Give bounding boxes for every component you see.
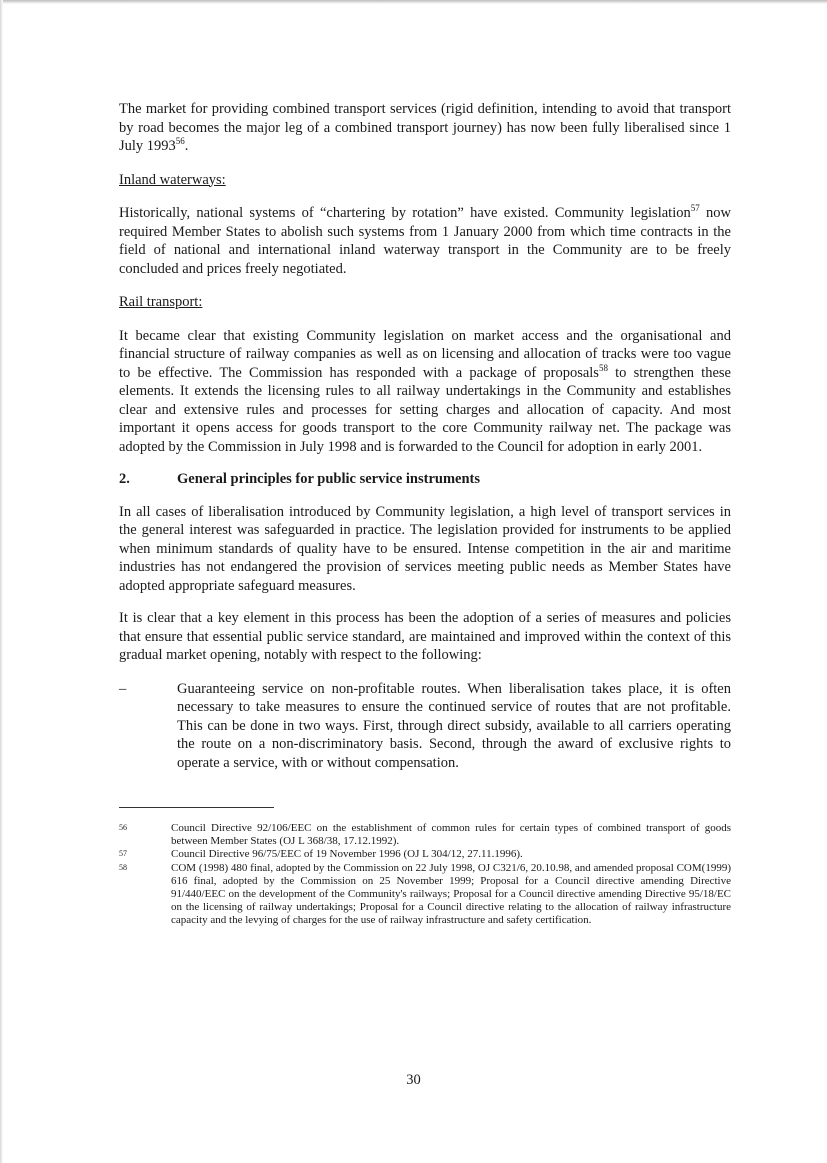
- footnote-divider: [119, 807, 274, 808]
- footnote-text: Council Directive 96/75/EEC of 19 November 1996 (OJ L 304/12, 27.11.1996).: [171, 848, 523, 861]
- section-heading: [119, 470, 731, 489]
- section-title: General principles for public service instruments: [177, 471, 480, 487]
- list-item: [119, 680, 731, 773]
- paragraph-rail-transport: It became clear that existing Community legislation on market access and the organisational and financial structure of railway companies as well as on licensing and allocation of tracks were too vague to be effective. The Commission has responded with a package of proposals$^{58}$ to strengthen these elements. It extends the licensing rules to all railway undertakings in the Community and establishes clear and extensive rules and processes for setting charges and allocation of capacity. And most important it opens access for goods transport to the core Community railway net. The package was adopted by the Commission in July 1998 and is forwarded to the Council for adoption in early 2001.: [119, 327, 731, 455]
- page-number: 30: [406, 1072, 421, 1088]
- scan-edge-left: [0, 0, 3, 1163]
- bullet-text: Guaranteeing service on non-profitable routes. When liberalisation takes place, it is often necessary to take measures to ensure the continued service of routes that are not profitable. This can be done in two ways. First, through direct subsidy, available to all carriers operating the route on a non-discriminatory basis. Second, through the award of exclusive rights to operate a service, with or without compensation.: [177, 680, 731, 771]
- footnote-text: COM (1998) 480 final, adopted by the Commission on 22 July 1998, OJ C321/6, 20.10.98, and amended proposal COM(1999) 616 final, adopted by the Commission on 25 November 1999; Proposal for a Council directive amending Directive 91/440/EEC on the development of the Community's railways; Proposal for a Council directive amending Directive 95/18/EC on the licensing of railway undertakings; Proposal for a Council directive relating to the allocation of railway infrastructure capacity and the levying of charges for the use of railway infrastructure and safety certification.: [171, 861, 731, 927]
- footnote-58: [119, 862, 731, 928]
- footnote-number: 58: [119, 862, 127, 872]
- footnote-text: Council Directive 92/106/EEC on the establishment of common rules for certain types of combined transport of goods between Member States (OJ L 368/38, 17.12.1992).: [171, 822, 731, 848]
- paragraph-key-element: It is clear that a key element in this process has been the adoption of a series of measures and policies that ensure that essential public service standard, are maintained and improved within the context of this gradual market opening, notably with respect to the following:: [119, 610, 731, 663]
- footnote-ref-57[interactable]: 57: [690, 203, 700, 214]
- subheading-inland-waterways: Inland waterways:: [119, 171, 226, 188]
- footnote-ref-56[interactable]: 56: [175, 136, 185, 147]
- subheading-rail-transport: Rail transport:: [119, 294, 203, 310]
- footnote-56: [119, 822, 731, 848]
- document-page: [119, 100, 731, 928]
- bullet-dash: –: [119, 680, 127, 697]
- paragraph-inland-waterways: Historically, national systems of “chartering by rotation” have existed. Community legislation$^{57}$ now required Member States to abolish such systems from 1 January 2000 from which time contracts in the field of national and international inland waterway transport in the Community are to be freely concluded and prices freely negotiated.: [119, 203, 731, 277]
- footnote-number: 57: [119, 849, 127, 859]
- scan-edge-top: [0, 0, 827, 4]
- footnote-number: 56: [119, 823, 127, 832]
- paragraph-combined-transport: The market for providing combined transport services (rigid definition, intending to avoid that transport by road becomes the major leg of a combined transport journey) has now been fully liberalised since 1 July 1993$^{56}$.: [119, 101, 731, 154]
- paragraph-liberalisation: In all cases of liberalisation introduced by Community legislation, a high level of transport services in the general interest was safeguarded in practice. The legislation provided for instruments to be applied when minimum standards of quality have to be ensured. Intense competition in the air and maritime industries has not endangered the provision of services meeting public needs as Member States have adopted appropriate safeguard measures.: [119, 503, 731, 594]
- section-number: 2.: [119, 471, 130, 487]
- footnote-ref-58[interactable]: 58: [598, 362, 608, 373]
- footnote-57: [119, 848, 731, 861]
